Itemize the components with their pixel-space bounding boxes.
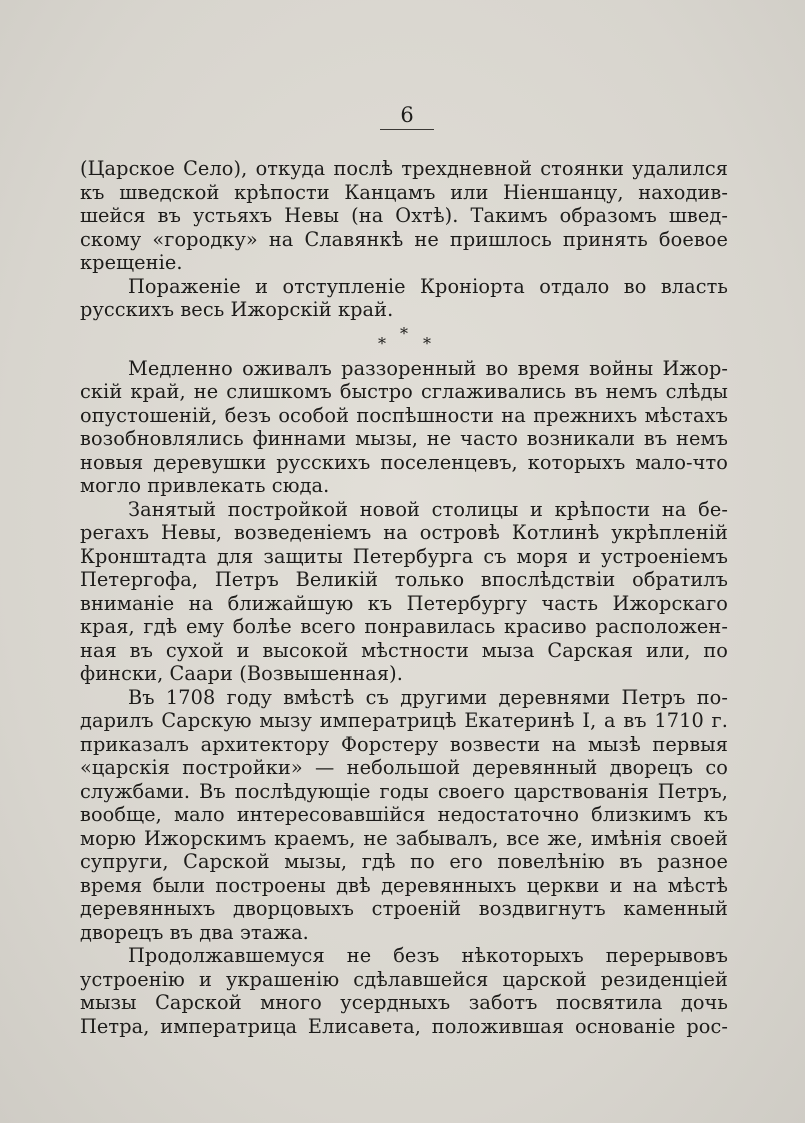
- text-line: опустошеній, безъ особой поспѣшности на прежнихъ мѣстахъ: [80, 403, 728, 427]
- text-line: ная въ сухой и высокой мѣстности мыза Сарская или, по: [80, 638, 728, 662]
- text-line: Въ 1708 году вмѣстѣ съ другими деревнями Петръ по-: [128, 685, 728, 709]
- text-line: время были построены двѣ деревянныхъ церкви и на мѣстѣ: [80, 873, 728, 897]
- text-line: скому «городку» на Славянкѣ не пришлось принять боевое: [80, 227, 728, 251]
- text-line: могло привлекать сюда.: [80, 474, 330, 497]
- text-line: вниманіе на ближайшую къ Петербургу часть Ижорскаго: [80, 591, 728, 615]
- text-line: приказалъ архитектору Форстеру возвести на мызѣ первыя: [80, 732, 728, 756]
- text-line: мызы Сарской много усердныхъ заботъ посвятила дочь: [80, 991, 728, 1014]
- text-line: «царскія постройки» — небольшой деревянный дворецъ со: [80, 756, 728, 779]
- text-line: супруги, Сарской мызы, гдѣ по его повелѣнію въ разное: [80, 850, 728, 873]
- text-line: крещеніе.: [80, 251, 183, 274]
- text-line: къ шведской крѣпости Канцамъ или Ніеншанцу, находив-: [80, 180, 728, 204]
- text-line: вообще, мало интересовавшійся недостаточно близкимъ къ: [80, 803, 728, 826]
- text-line: устроенію и украшенію сдѣлавшейся царской резиденціей: [80, 967, 728, 991]
- text-line: Петергофа, Петръ Великій только впослѣдствіи обратилъ: [80, 568, 728, 591]
- text-line: Пораженіе и отступленіе Кроніорта отдало во власть: [128, 274, 728, 298]
- text-line: возобновлялись финнами мызы, не часто возникали въ немъ: [80, 427, 728, 450]
- text-line: Занятый постройкой новой столицы и крѣпости на бе-: [128, 497, 728, 521]
- text-line: Продолжавшемуся не безъ нѣкоторыхъ перерывовъ: [128, 944, 728, 967]
- text-line: Кронштадта для защиты Петербурга съ моря и устроеніемъ: [80, 544, 728, 568]
- page-number: 6: [400, 103, 414, 127]
- text-line: службами. Въ послѣдующіе годы своего царствованія Петръ,: [80, 779, 728, 803]
- text-line: дарилъ Сарскую мызу императрицѣ Екатеринѣ I, а въ 1710 г.: [80, 709, 728, 732]
- body-text: [80, 157, 728, 1038]
- text-line: дворецъ въ два этажа.: [80, 920, 309, 944]
- text-line: деревянныхъ дворцовыхъ строеній воздвигнутъ каменный: [80, 897, 728, 920]
- page-number-underline: [380, 129, 434, 130]
- text-line: Медленно оживалъ раззоренный во время войны Ижор-: [128, 356, 728, 380]
- separator-asterisk: *: [400, 323, 409, 343]
- text-line: шейся въ устьяхъ Невы (на Охтѣ). Такимъ образомъ швед-: [80, 204, 728, 227]
- text-line: Петра, императрица Елисавета, положившая основаніе рос-: [80, 1014, 728, 1038]
- text-line: (Царское Село), откуда послѣ трехдневной стоянки удалился: [80, 157, 728, 180]
- separator-asterisk: *: [423, 333, 432, 353]
- text-line: фински, Саари (Возвышенная).: [80, 662, 403, 685]
- text-line: края, гдѣ ему болѣе всего понравилась красиво расположен-: [80, 615, 728, 638]
- text-line: скій край, не слишкомъ быстро сглаживались въ немъ слѣды: [80, 380, 728, 403]
- separator-asterisk: *: [378, 333, 387, 353]
- text-line: регахъ Невы, возведеніемъ на островѣ Котлинѣ укрѣпленій: [80, 521, 728, 544]
- section-separator: [80, 322, 728, 357]
- text-line: морю Ижорскимъ краемъ, не забывалъ, все же, имѣнія своей: [80, 826, 728, 850]
- text-line: новыя деревушки русскихъ поселенцевъ, которыхъ мало-что: [80, 450, 728, 474]
- text-line: русскихъ весь Ижорскій край.: [80, 298, 394, 321]
